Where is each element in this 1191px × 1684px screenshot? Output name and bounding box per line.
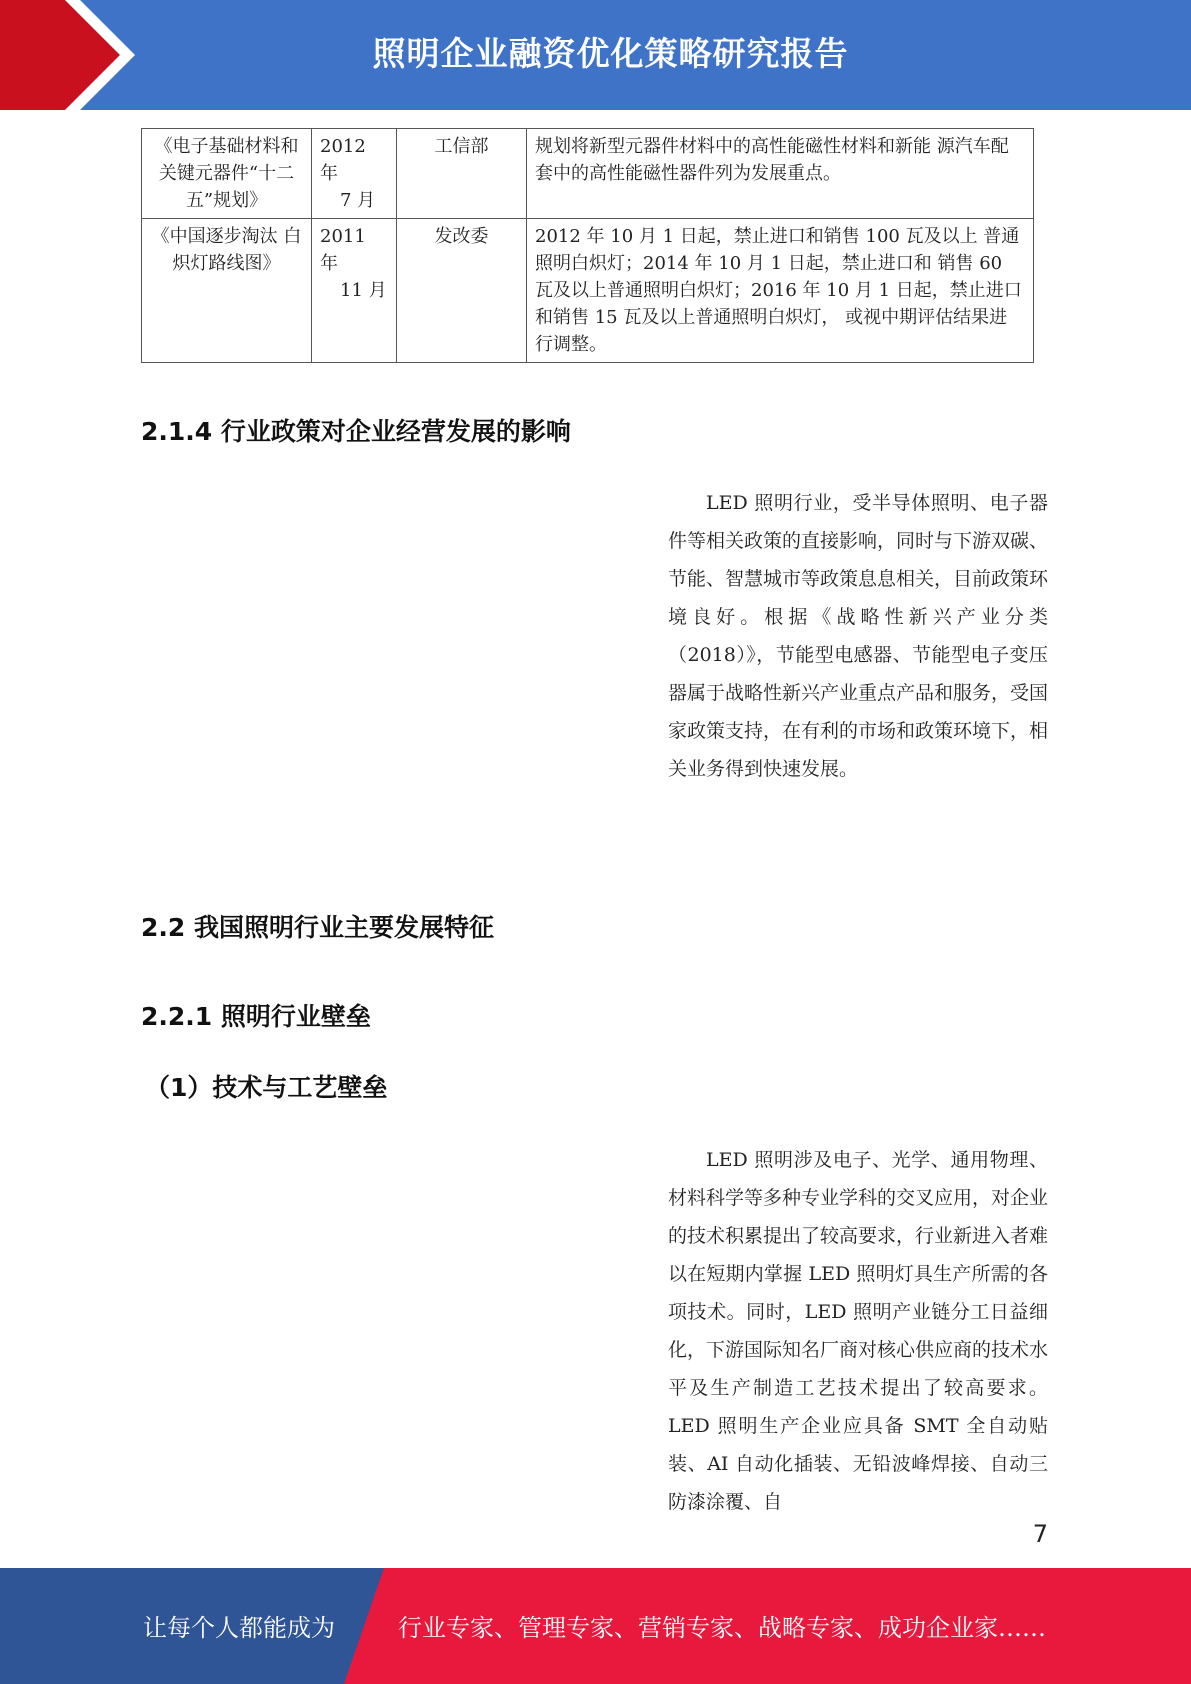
report-title: 照明企业融资优化策略研究报告	[372, 34, 849, 73]
page-number: 7	[1032, 1520, 1048, 1548]
footer-slogan-right: 行业专家、管理专家、营销专家、战略专家、成功企业家……	[398, 1614, 1046, 1642]
policy-date-cell	[312, 129, 397, 219]
footer-banner	[0, 1568, 1191, 1684]
date-year: 2011	[320, 226, 366, 247]
date-month: 7 月	[340, 190, 376, 211]
policy-desc-cell: 2012 年 10 月 1 日起，禁止进口和销售 100 瓦及以上 普通照明白炽灯；2014 年 10 月 1 日起，禁止进口和 销售 60 瓦及以上普通照明白炽灯；2016 年 10 月 1 日起，禁止进口和销售 15 瓦及以上普通照明白炽灯， 或视中期评估结果进行调整。	[527, 219, 1034, 363]
subsection-heading-technology-barrier: （1）技术与工艺壁垒	[145, 1073, 388, 1102]
policy-desc-cell: 规划将新型元器件材料中的高性能磁性材料和新能 源汽车配套中的高性能磁性器件列为发展重点。	[527, 129, 1034, 219]
date-nian: 年	[320, 163, 338, 184]
date-month: 11 月	[340, 280, 387, 301]
section-heading-2-2: 2.2 我国照明行业主要发展特征	[141, 913, 494, 942]
paragraph-text: LED 照明行业，受半导体照明、电子器件等相关政策的直接影响，同时与下游双碳、节能、智慧城市等政策息息相关，目前政策环境良好。根据《战略性新兴产业分类（2018）》，节能型电感器、节能型电子变压器属于战略性新兴产业重点产品和服务，受国家政策支持，在有利的市场和政策环境下，相关业务得到快速发展。	[668, 492, 1049, 780]
table-row	[142, 219, 1034, 363]
policy-table	[141, 128, 1034, 363]
date-nian: 年	[320, 253, 338, 274]
policy-name-cell: 《电子基础材料和关键元器件“十二五”规划》	[142, 129, 312, 219]
footer-slogan-left: 让每个人都能成为	[143, 1614, 335, 1642]
policy-date-cell	[312, 219, 397, 363]
policy-dept-cell: 发改委	[397, 219, 527, 363]
section-2-2-1-paragraph	[668, 1141, 1048, 1521]
table-row	[142, 129, 1034, 219]
paragraph-text: LED 照明涉及电子、光学、通用物理、材料科学等多种专业学科的交叉应用，对企业的技术积累提出了较高要求，行业新进入者难以在短期内掌握 LED 照明灯具生产所需的各项技术。同时，LED 照明产业链分工日益细化，下游国际知名厂商对核心供应商的技术水平及生产制造工艺技术提出了较高要求。LED 照明生产企业应具备 SMT 全自动贴装、AI 自动化插装、无铅波峰焊接、自动三防漆涂覆、自	[668, 1149, 1049, 1513]
header-banner	[0, 0, 1191, 110]
date-year: 2012	[320, 136, 366, 157]
section-2-1-4-paragraph	[668, 484, 1048, 788]
section-heading-2-1-4: 2.1.4 行业政策对企业经营发展的影响	[141, 417, 571, 446]
policy-name-cell: 《中国逐步淘汰 白炽灯路线图》	[142, 219, 312, 363]
section-heading-2-2-1: 2.2.1 照明行业壁垒	[141, 1002, 371, 1031]
policy-dept-cell: 工信部	[397, 129, 527, 219]
